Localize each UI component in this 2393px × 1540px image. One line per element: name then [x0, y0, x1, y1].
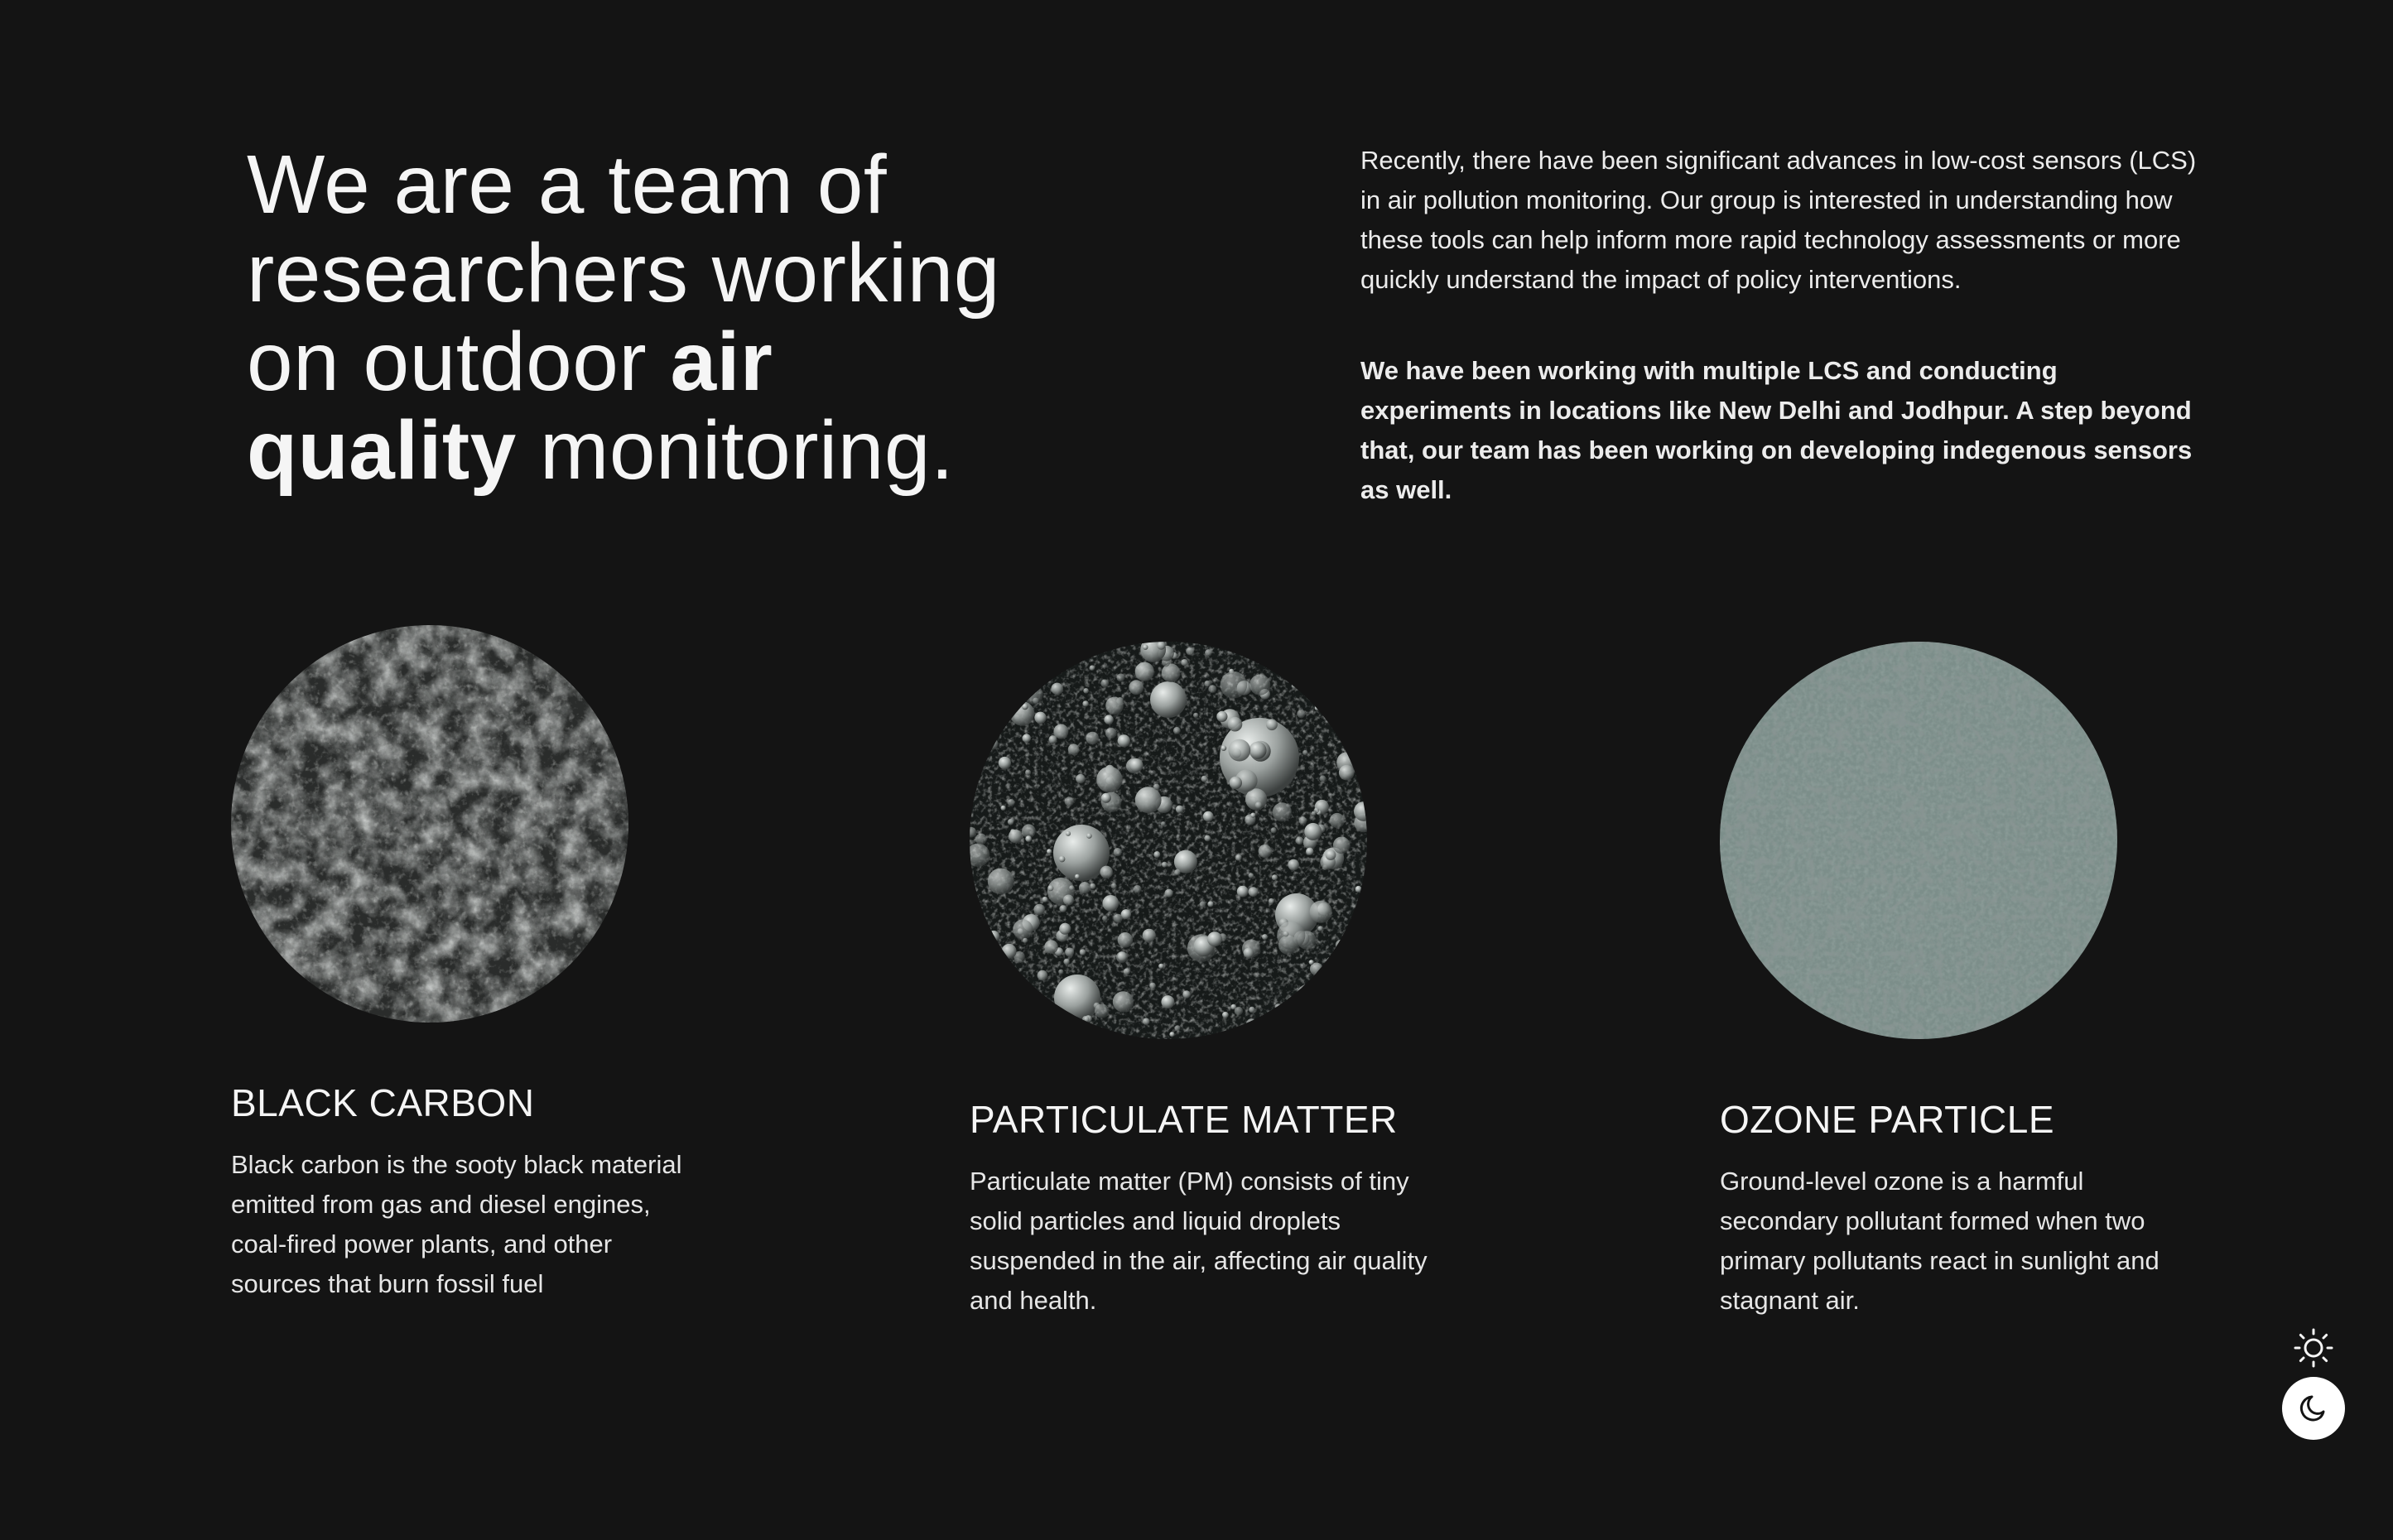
particle [1100, 679, 1109, 687]
particle [1216, 711, 1227, 722]
particle [1341, 698, 1347, 705]
particulate-matter-description: Particulate matter (PM) consists of tiny solid particles and liquid droplets suspended in the air, affecting air quality and health. [970, 1167, 1428, 1315]
particle [1153, 784, 1160, 791]
particle [1221, 671, 1248, 699]
pollutant-card-particulate-matter [970, 642, 1433, 1321]
particle [1327, 957, 1333, 963]
particle [1275, 1003, 1282, 1010]
particle [1360, 900, 1367, 907]
particle [1205, 835, 1211, 842]
moon-icon [2295, 1390, 2332, 1427]
particle [1302, 750, 1307, 755]
particle [1059, 856, 1066, 863]
particle [1222, 1012, 1229, 1018]
particle [1227, 642, 1232, 647]
particle [1162, 862, 1168, 868]
particle [1083, 688, 1089, 694]
particle [1104, 715, 1113, 724]
particle [1007, 644, 1015, 652]
hero-line-1: We are a team of [247, 138, 888, 231]
particle [1038, 658, 1047, 667]
particle [999, 654, 1012, 667]
particle [1086, 732, 1100, 745]
particle [975, 834, 987, 845]
particle [994, 726, 1001, 733]
particle [970, 689, 980, 698]
particle [1101, 793, 1111, 803]
particle [1344, 999, 1366, 1022]
particle [1161, 995, 1174, 1008]
particle [1105, 728, 1116, 739]
particle [1249, 887, 1259, 897]
particle [1150, 681, 1187, 718]
particle [1008, 819, 1014, 825]
hero-line-4-suffix: monitoring. [516, 404, 955, 497]
particle [1344, 675, 1360, 691]
particle [1312, 811, 1317, 816]
pollutant-card-ozone [1720, 642, 2184, 1321]
particulate-matter-image [970, 642, 1367, 1039]
particle [980, 728, 985, 733]
intro-paragraph-2: We have been working with multiple LCS and conducting experiments in locations like New Delhi and Jodhpur. A step beyond that, our team has been working on developing indegenous sensors as well. [1360, 356, 2193, 504]
particle [1207, 901, 1213, 907]
particle [1304, 823, 1322, 840]
particle [1074, 1020, 1081, 1027]
particle [1317, 926, 1323, 931]
particle [1082, 700, 1088, 706]
particle [1296, 836, 1304, 845]
particle [1033, 904, 1045, 916]
particle [1016, 645, 1022, 651]
particle [1090, 665, 1095, 671]
particle [1066, 831, 1071, 836]
particle [1158, 964, 1163, 969]
particle [1208, 685, 1216, 693]
particle [1143, 929, 1156, 942]
particle [984, 942, 992, 950]
particle [1278, 642, 1292, 655]
particle [1255, 801, 1262, 808]
particle [1038, 970, 1048, 981]
particle [1095, 1003, 1109, 1018]
particle [1292, 683, 1298, 689]
particle [1244, 948, 1254, 958]
particle [1114, 914, 1123, 923]
particle [1069, 885, 1074, 890]
black-carbon-description: Black carbon is the sooty black material emitted from gas and diesel engines, coal-fired power plants, and other sources that burn fossil fuel [231, 1150, 682, 1298]
particle [1355, 642, 1362, 647]
particle [1203, 811, 1214, 822]
particle [1002, 944, 1017, 959]
particle [1025, 835, 1032, 842]
particle [999, 666, 1006, 672]
particle [1259, 845, 1272, 858]
particle [1175, 1025, 1181, 1031]
particle [1273, 802, 1292, 821]
particle [1165, 889, 1173, 898]
particle [999, 757, 1011, 769]
particle [1297, 984, 1318, 1006]
particle [1102, 916, 1108, 922]
particle [1114, 848, 1122, 856]
pollutant-card-black-carbon [231, 625, 695, 1304]
particle [1080, 949, 1086, 955]
particle [1249, 675, 1270, 695]
particle [1250, 813, 1255, 818]
particle [1105, 697, 1124, 715]
particle [1075, 874, 1080, 879]
particle [988, 869, 1014, 895]
particle [1023, 938, 1028, 943]
particle [1023, 685, 1042, 704]
particle [1022, 704, 1028, 710]
particle [1297, 710, 1305, 718]
particle [1355, 886, 1362, 893]
particle [1343, 958, 1349, 964]
particle [1059, 923, 1071, 935]
particle [1102, 895, 1119, 912]
particle [1008, 799, 1015, 806]
particle [1271, 1020, 1283, 1032]
hero-line-2: researchers working [247, 227, 1000, 320]
black-carbon-title: BLACK CARBON [231, 1081, 535, 1124]
particle [1325, 680, 1342, 697]
particle [1086, 833, 1092, 839]
particle [1068, 744, 1080, 755]
particle [1204, 681, 1211, 687]
particle [1299, 816, 1307, 825]
hero-line-4-bold: quality [247, 404, 517, 497]
particle [989, 652, 1016, 679]
particulate-matter-title: PARTICULATE MATTER [970, 1098, 1398, 1141]
particle [1341, 674, 1347, 680]
particle [1336, 940, 1346, 950]
particle [1149, 983, 1156, 989]
particle [1228, 717, 1243, 732]
particle [1058, 970, 1063, 975]
particle [1348, 954, 1359, 965]
intro-text [1360, 141, 2197, 510]
particle [1248, 644, 1254, 650]
particle [1023, 734, 1031, 742]
particle [1348, 642, 1359, 650]
particle [1174, 869, 1181, 876]
particle [1364, 645, 1367, 650]
particle [1047, 849, 1052, 854]
dark-mode-button[interactable] [2282, 1377, 2345, 1440]
particle [1024, 1025, 1031, 1032]
particle [1288, 859, 1299, 871]
particle [1205, 649, 1212, 657]
particle [1249, 742, 1266, 759]
particle [1330, 813, 1345, 828]
particle [1051, 683, 1063, 695]
particle [1161, 821, 1166, 826]
particle [997, 691, 1011, 705]
ozone-description: Ground-level ozone is a harmful secondary pollutant formed when two primary pollutants react in sunlight and stagnant air. [1720, 1167, 2159, 1315]
particle [1315, 705, 1320, 710]
particle [1076, 774, 1085, 783]
particle [1135, 787, 1162, 813]
theme-toggle [2279, 1327, 2348, 1440]
particle [1116, 951, 1128, 963]
particle [1047, 885, 1053, 891]
particle [1065, 796, 1074, 806]
particle [1079, 882, 1091, 893]
particle [1059, 905, 1066, 912]
particle [1143, 645, 1148, 650]
particle [1025, 769, 1031, 775]
particle [1124, 969, 1130, 975]
particle [1200, 902, 1206, 907]
particle [1010, 701, 1035, 726]
particle [1331, 705, 1339, 712]
hero-line-3-prefix: on outdoor [247, 315, 671, 408]
particle [1249, 1007, 1255, 1013]
particle [1004, 692, 1009, 697]
particle [1182, 990, 1191, 999]
particle [1327, 642, 1353, 668]
particle [1283, 931, 1289, 937]
particle [1246, 1018, 1257, 1029]
particle [1118, 932, 1134, 948]
particle [1096, 767, 1122, 792]
particle [1310, 901, 1332, 923]
particle [1009, 830, 1023, 844]
particle [1269, 898, 1274, 904]
particle [1025, 647, 1054, 676]
particle [1054, 975, 1100, 1021]
particle [1309, 960, 1314, 965]
particle [1326, 849, 1336, 860]
particle [1207, 931, 1222, 946]
hero-line-3-bold: air [670, 315, 773, 408]
particle [1228, 739, 1250, 762]
ozone-image [1720, 642, 2117, 1039]
particle [1001, 806, 1006, 811]
particle [1044, 940, 1058, 954]
particle [1266, 719, 1278, 730]
particle [1028, 674, 1038, 684]
particle [1049, 735, 1057, 744]
particle [1306, 848, 1313, 855]
particle [1121, 909, 1131, 919]
particle [1201, 776, 1207, 782]
particle [1262, 934, 1268, 940]
particle [1117, 673, 1125, 681]
intro-paragraph-1: Recently, there have been significant advances in low-cost sensors (LCS) in air pollution monitoring. Our group is interested in understanding how these tools can help inform more rapid technology assessments or more quickly understand the impact of policy interventions. [1360, 146, 2197, 294]
particle [986, 738, 998, 749]
particle [1169, 1032, 1174, 1037]
particle [1143, 1018, 1150, 1025]
particle [1181, 659, 1187, 666]
particle [1153, 851, 1160, 858]
particle [976, 648, 987, 659]
particulate-matter-micrograph-icon [970, 642, 1367, 1039]
ozone-title: OZONE PARTICLE [1720, 1098, 2055, 1141]
particle [1173, 727, 1181, 734]
ozone-micrograph-icon [1720, 642, 2117, 1039]
particle [1063, 895, 1074, 906]
particle [1013, 919, 1033, 939]
hero-headline [247, 138, 1075, 497]
particle [1277, 922, 1305, 950]
particle [1111, 883, 1117, 889]
black-carbon-image [231, 625, 628, 1023]
particle [1076, 642, 1089, 648]
particle [1065, 948, 1074, 957]
particle [1129, 680, 1144, 695]
particle [1042, 897, 1048, 902]
particle [1113, 991, 1134, 1012]
particle [1339, 765, 1355, 781]
particle [1100, 866, 1113, 878]
particle [1063, 959, 1069, 965]
particle [1134, 885, 1142, 893]
particle [1351, 927, 1367, 949]
particle [1235, 854, 1242, 861]
particle [1034, 712, 1046, 724]
particle [1032, 642, 1038, 645]
particle [1230, 777, 1242, 789]
particle [1272, 874, 1278, 880]
particle [1221, 745, 1226, 751]
sun-icon[interactable] [2293, 1327, 2334, 1369]
particle [1333, 837, 1351, 854]
particle [1235, 1007, 1243, 1015]
particle [970, 761, 976, 772]
particle [1279, 1032, 1286, 1039]
particle [1271, 827, 1277, 833]
particle [1118, 734, 1130, 747]
particle [988, 931, 999, 942]
particle [1129, 758, 1144, 772]
particle [1135, 662, 1154, 681]
particle [1176, 806, 1183, 813]
particle [1186, 647, 1194, 656]
black-carbon-micrograph-icon [231, 625, 628, 1023]
particle [1319, 775, 1326, 782]
particle [1193, 713, 1198, 718]
particle [1249, 873, 1254, 878]
particle [1237, 886, 1249, 898]
particle [1082, 1016, 1089, 1023]
particle [975, 647, 994, 665]
particle [1358, 744, 1364, 749]
